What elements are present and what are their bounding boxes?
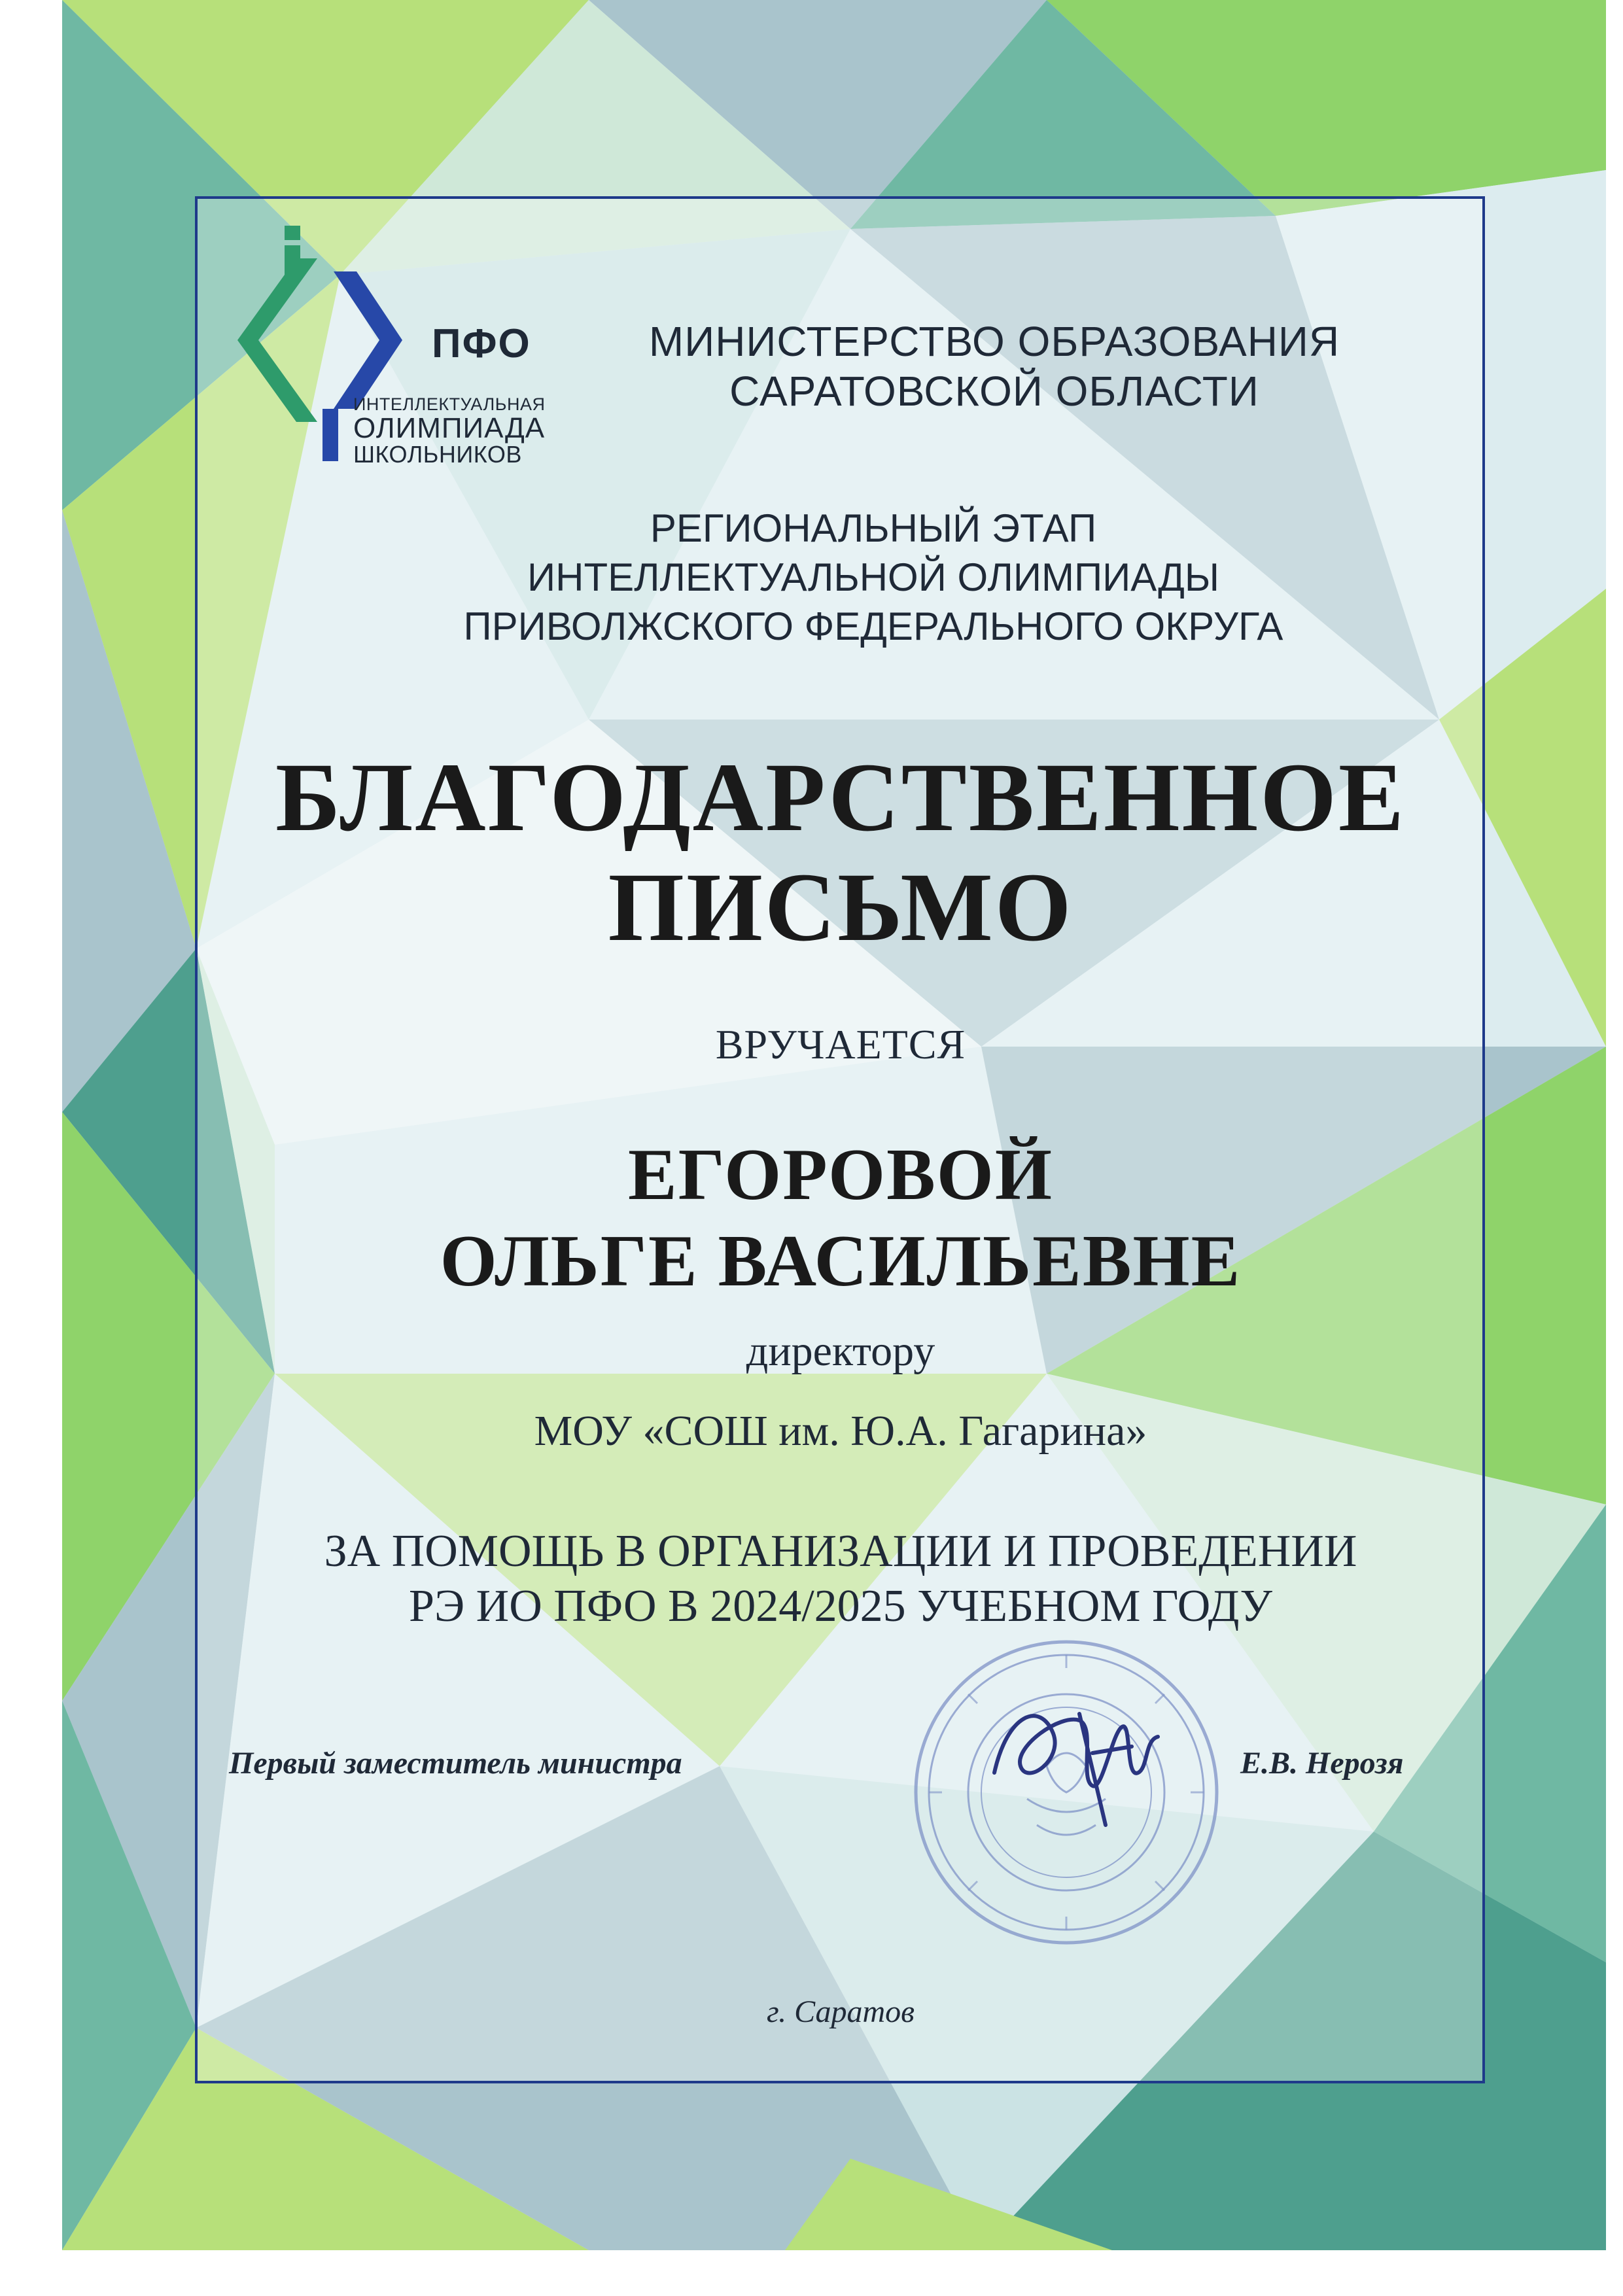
city-label: г. Саратов: [767, 1994, 915, 2029]
handwritten-signature: [981, 1675, 1191, 1845]
ministry-heading: [582, 317, 1406, 416]
recipient-position: директору: [746, 1327, 935, 1375]
title-line-1: БЛАГОДАРСТВЕННОЕ: [275, 743, 1406, 852]
olympiad-stage: [327, 504, 1420, 651]
ministry-line-1: МИНИСТЕРСТВО ОБРАЗОВАНИЯ: [648, 318, 1340, 365]
recipient-name: [196, 1132, 1485, 1304]
recipient-surname: ЕГОРОВОЙ: [627, 1134, 1054, 1215]
signatory-role: Первый заместитель министра: [229, 1746, 682, 1781]
stage-line-3: ПРИВОЛЖСКОГО ФЕДЕРАЛЬНОГО ОКРУГА: [463, 604, 1283, 648]
title-line-2: ПИСЬМО: [608, 853, 1073, 962]
stage-line-1: РЕГИОНАЛЬНЫЙ ЭТАП: [650, 506, 1097, 550]
logo-subtitle: [353, 396, 550, 467]
reason-line-2: РЭ ИО ПФО В 2024/2025 УЧЕБНОМ ГОДУ: [409, 1581, 1272, 1631]
stage-line-2: ИНТЕЛЛЕКТУАЛЬНОЙ ОЛИМПИАДЫ: [527, 555, 1219, 599]
document-title: [196, 742, 1485, 962]
logo-line-3: ШКОЛЬНИКОВ: [353, 441, 522, 468]
logo-line-1: ИНТЕЛЛЕКТУАЛЬНАЯ: [353, 394, 546, 414]
logo-line-2: ОЛИМПИАДА: [353, 411, 546, 444]
awarded-label: ВРУЧАЕТСЯ: [715, 1021, 966, 1068]
signatory-name: Е.В. Нерозя: [1240, 1746, 1404, 1781]
recipient-given-name: ОЛЬГЕ ВАСИЛЬЕВНЕ: [440, 1221, 1242, 1302]
reason-line-1: ЗА ПОМОЩЬ В ОРГАНИЗАЦИИ И ПРОВЕДЕНИИ: [324, 1526, 1357, 1576]
award-reason: [196, 1524, 1485, 1634]
ministry-line-2: САРАТОВСКОЙ ОБЛАСТИ: [729, 367, 1259, 415]
logo-abbreviation: ПФО: [432, 321, 531, 366]
recipient-organization: МОУ «СОШ им. Ю.А. Гагарина»: [534, 1407, 1147, 1455]
